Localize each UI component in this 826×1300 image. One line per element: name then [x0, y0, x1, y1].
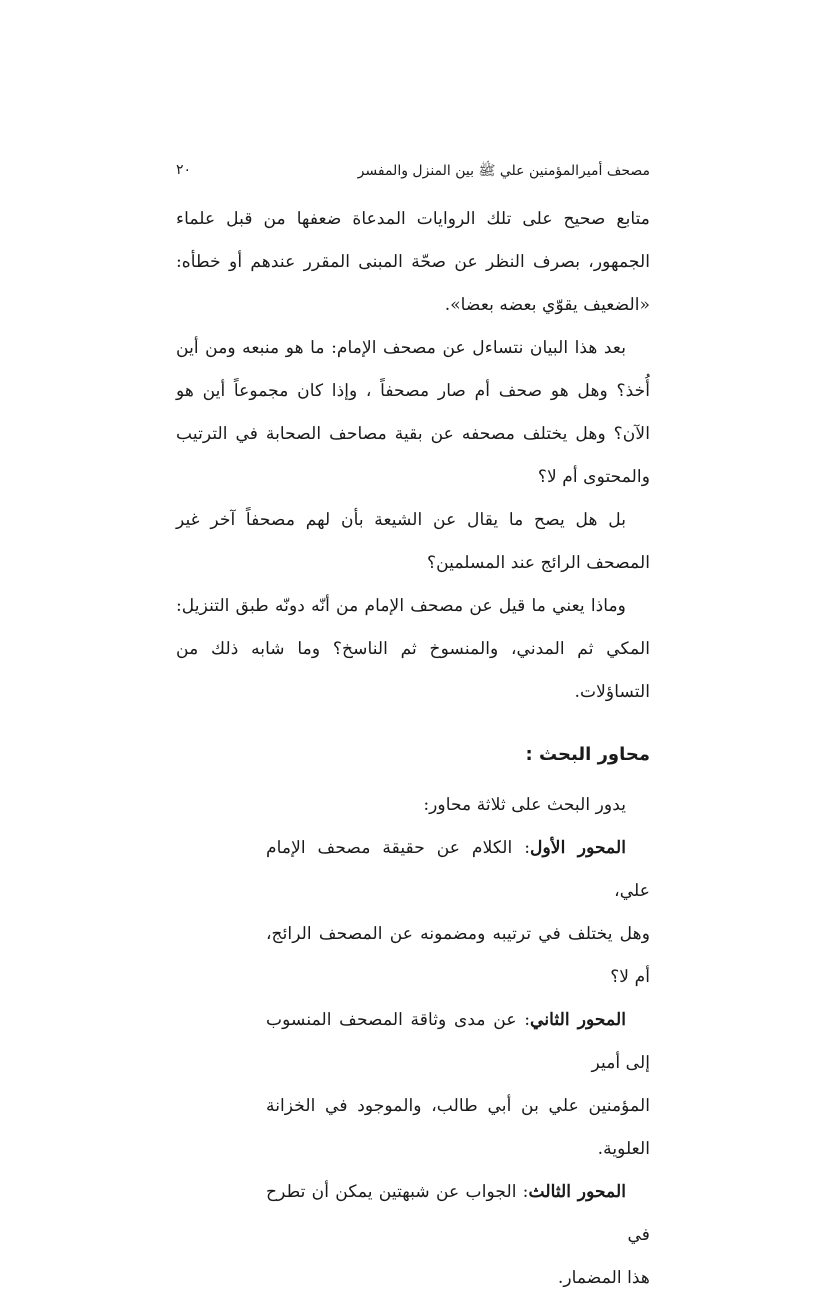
axis-2-label: المحور الثاني: [530, 1010, 626, 1030]
paragraph-1: متابع صحيح على تلك الروايات المدعاة ضعفها من قبل علماء الجمهور، بصرف النظر عن صحّة المبنى المقرر عندهم أو خطأه: «الضعيف يقوّي بعضه بعضا».: [176, 209, 650, 315]
axis-2-first-line: [266, 999, 650, 1085]
section-heading: محاور البحث :: [525, 744, 650, 765]
axis-1-label: المحور الأول: [530, 838, 626, 858]
axis-2-second-line: المؤمنين علي بن أبي طالب، والموجود في الخزانة العلوية.: [266, 1096, 650, 1159]
page-number: ٢٠: [176, 162, 192, 178]
running-header: [176, 162, 650, 186]
paragraph-2: بعد هذا البيان نتساءل عن مصحف الإمام: ما هو منبعه ومن أين أُخذ؟ وهل هو صحف أم صار مصحفاً ، وإذا كان مجموعاً أين هو الآن؟ وهل يختلف مصحفه عن بقية مصاحف الصحابة في الترتيب والمحتوى أم لا؟: [176, 338, 650, 487]
running-title: مصحف أميرالمؤمنين علي ﷺ بين المنزل والمفسر: [357, 163, 650, 179]
paragraph-3: بل هل يصح ما يقال عن الشيعة بأن لهم مصحفاً آخر غير المصحف الرائج عند المسلمين؟: [176, 510, 650, 573]
paragraph-4: وماذا يعني ما قيل عن مصحف الإمام من أنّه دونّه طبق التنزيل: المكي ثم المدني، والمنسوخ ثم الناسخ؟ وما شابه ذلك من التساؤلات.: [176, 596, 650, 702]
axis-1-second-line: وهل يختلف في ترتيبه ومضمونه عن المصحف الرائج، أم لا؟: [266, 924, 650, 987]
axis-1-text: : الكلام عن حقيقة مصحف الإمام علي،: [266, 838, 650, 901]
axis-3-text: : الجواب عن شبهتين يمكن أن تطرح في: [266, 1182, 650, 1245]
section-intro: يدور البحث على ثلاثة محاور:: [423, 795, 626, 815]
axes-list: [176, 827, 650, 1300]
body-text: [176, 198, 650, 1300]
axis-3-first-line: [266, 1171, 650, 1257]
axis-2-text: : عن مدى وثاقة المصحف المنسوب إلى أمير: [266, 1010, 650, 1073]
axis-3-second-line: هذا المضمار.: [557, 1268, 650, 1288]
axis-1-first-line: [266, 827, 650, 913]
axis-3-label: المحور الثالث: [528, 1182, 626, 1202]
